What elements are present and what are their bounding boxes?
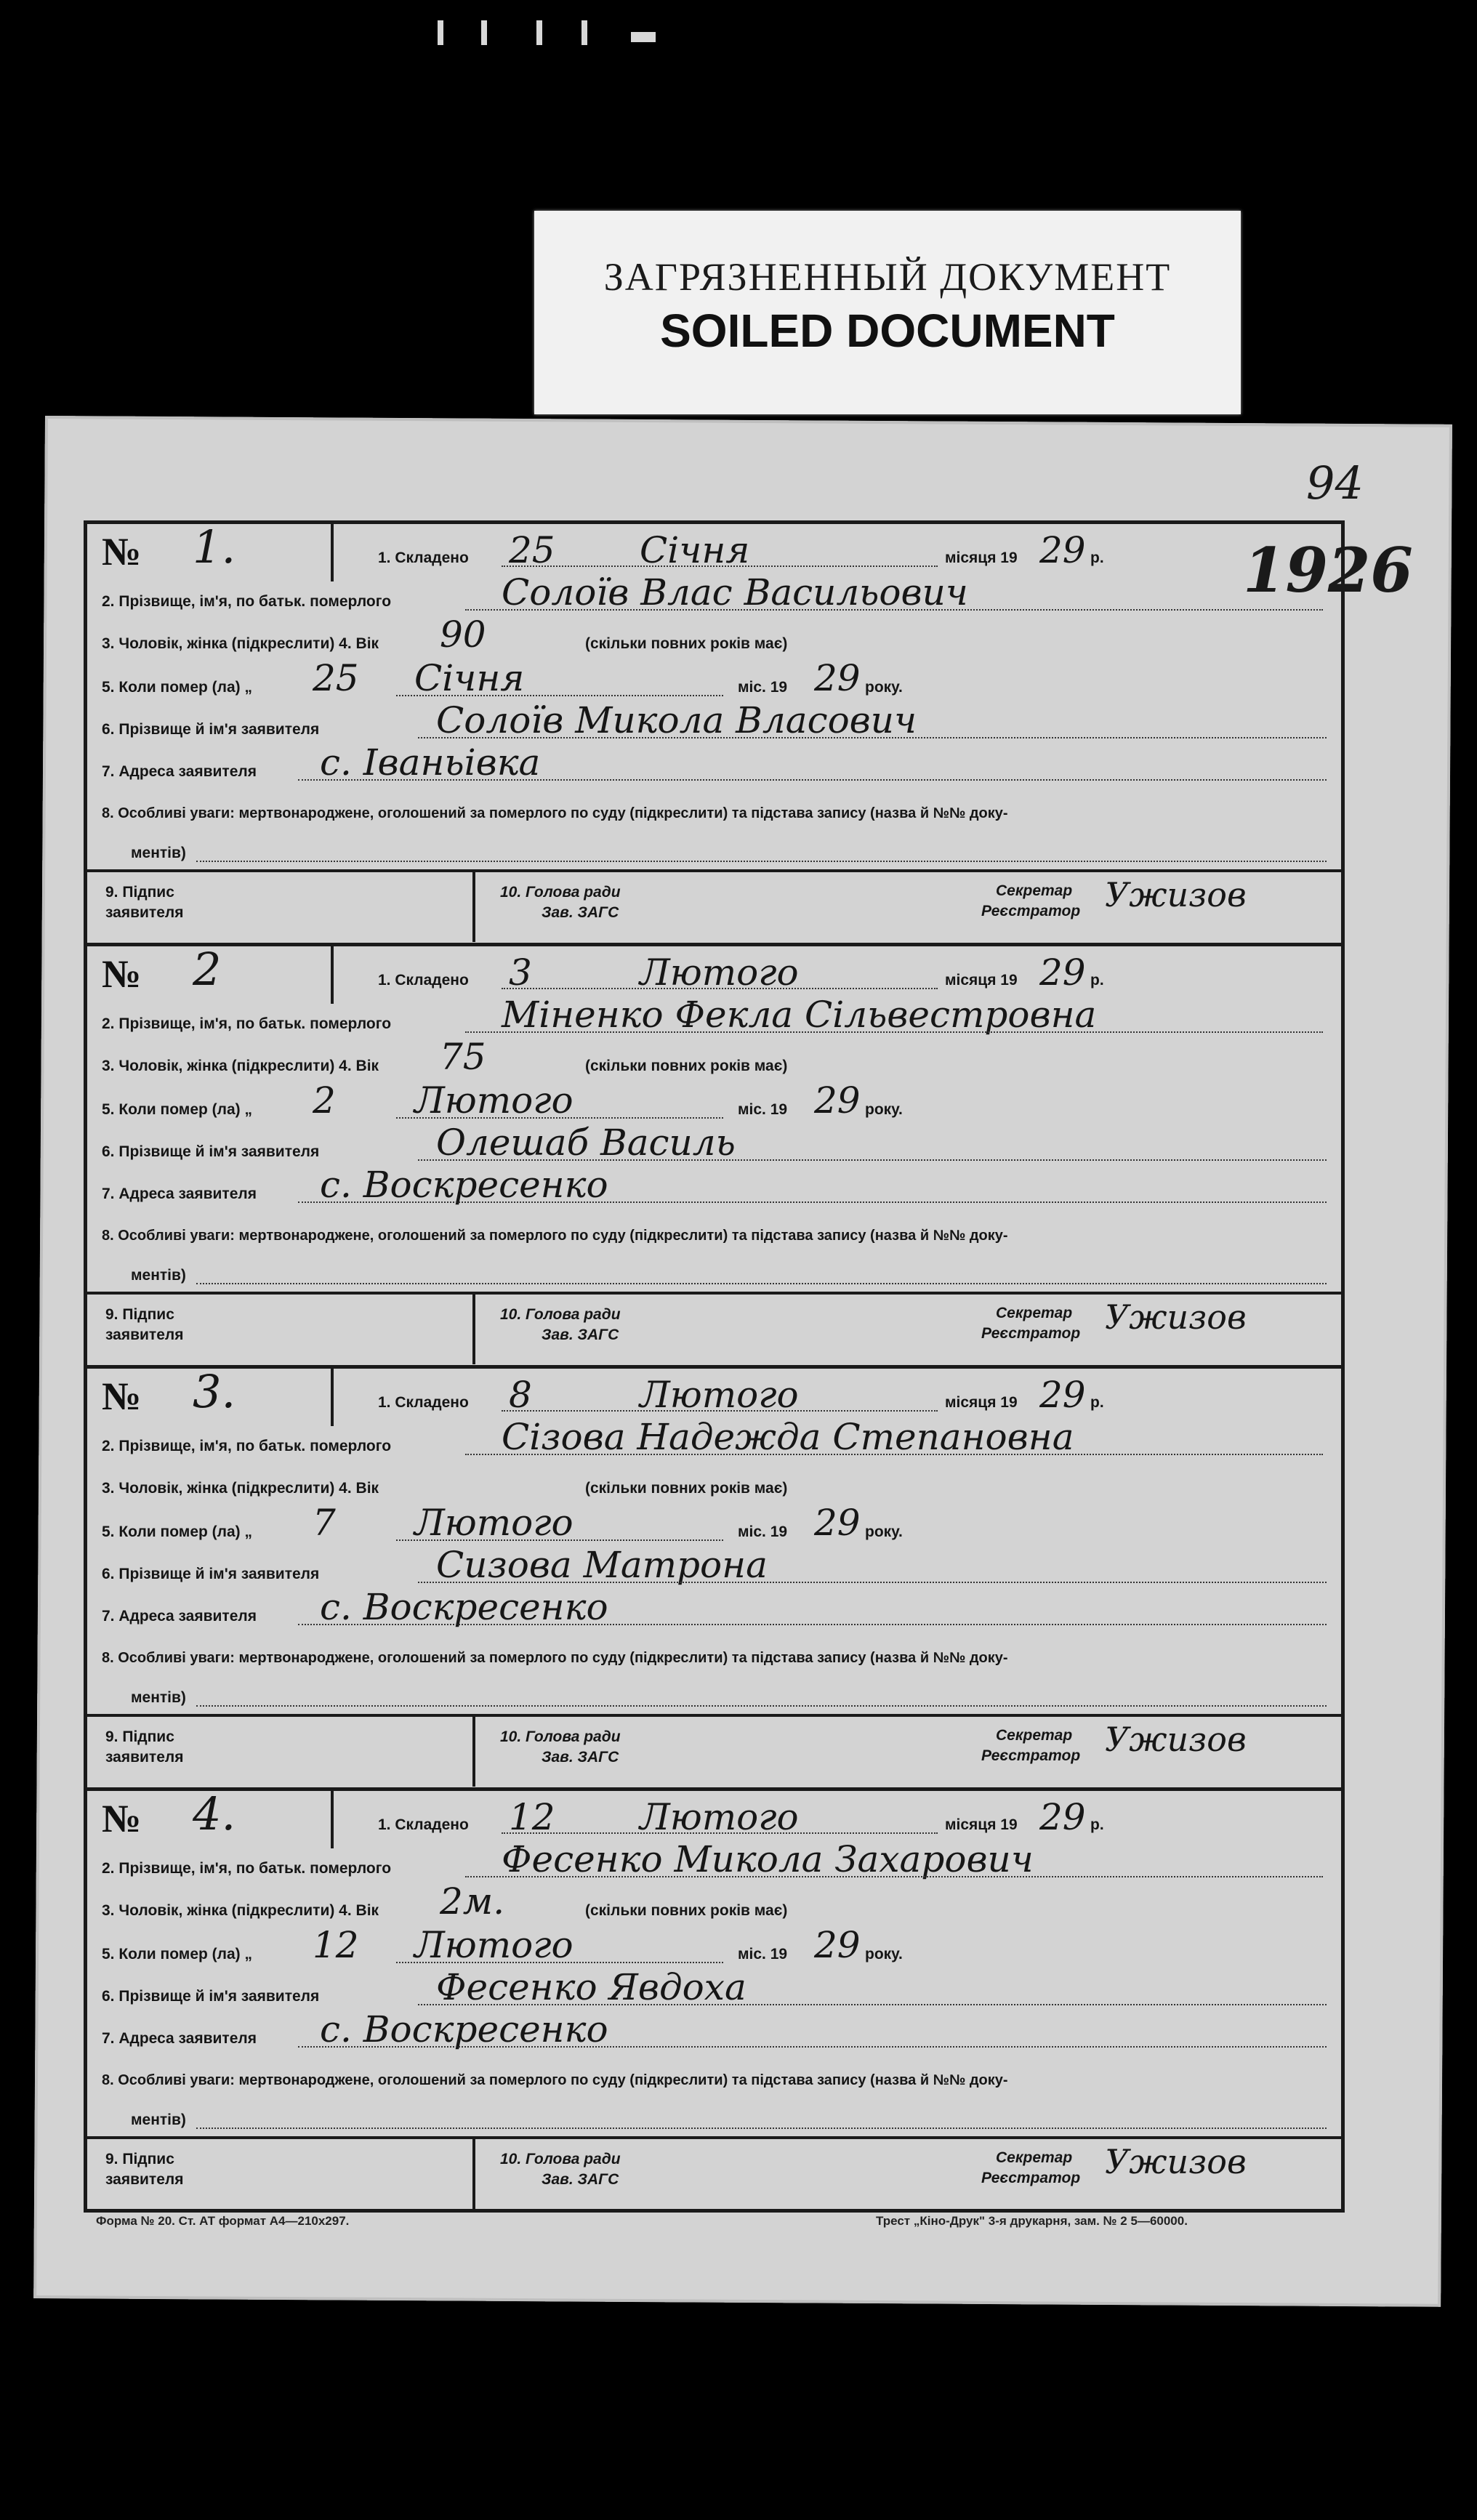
signature-label: 9. Підпис	[105, 1306, 174, 1323]
soiled-document-stamp	[534, 211, 1241, 414]
head-label: 10. Голова ради	[500, 884, 621, 901]
sex-age-label: 3. Чоловік, жінка (підкреслити) 4. Вік	[102, 1480, 379, 1497]
signature-divider	[472, 869, 475, 942]
death-underline	[396, 695, 723, 696]
address-value: с. Іваньівка	[320, 741, 541, 784]
address-label: 7. Адреса заявителя	[102, 1608, 257, 1625]
form-footer-right: Трест „Кіно-Друк" 3-я друкарня, зам. № 2 5—60000.	[876, 2214, 1188, 2228]
head-label: 10. Голова ради	[500, 2151, 621, 2167]
registrar-label: Реєстратор	[981, 903, 1081, 919]
applicant-underline	[418, 1582, 1327, 1583]
registrar-signature: Ужизов	[1105, 1297, 1247, 1337]
death-month: Лютого	[414, 1079, 574, 1122]
registrar-label: Реєстратор	[981, 1325, 1081, 1342]
compiled-label: 1. Складено	[378, 1816, 469, 1833]
compiled-month: Лютого	[640, 1796, 799, 1838]
compiled-month: Лютого	[640, 1374, 799, 1416]
full-years-label: (скільки повних років має)	[585, 1058, 788, 1074]
zags-label: Зав. ЗАГС	[542, 1749, 619, 1766]
death-month: Лютого	[414, 1924, 574, 1966]
applicant-name: Солоїв Микола Власович	[436, 699, 917, 741]
notes-underline	[196, 2127, 1327, 2129]
signature-row-divider	[84, 2136, 1341, 2139]
record-number: 2	[193, 943, 222, 996]
died-label: 5. Коли помер (ла) „	[102, 1101, 253, 1118]
secretary-label: Секретар	[996, 882, 1073, 899]
address-label: 7. Адреса заявителя	[102, 763, 257, 780]
notes-label: 8. Особливі уваги: мертвонароджене, оголошений за померлого по суду (підкреслити) та підстава запису (назва й №№ доку-	[102, 1228, 1008, 1244]
death-month: Січня	[414, 657, 525, 699]
film-mark	[536, 20, 542, 45]
compiled-underline	[502, 1410, 938, 1412]
death-underline	[396, 1962, 723, 1963]
address-label: 7. Адреса заявителя	[102, 2030, 257, 2047]
compiled-day: 25	[509, 529, 555, 571]
death-year: 29	[814, 1502, 861, 1544]
compiled-day: 8	[509, 1374, 532, 1416]
film-mark	[631, 32, 656, 42]
corner-mark: 1926	[1243, 534, 1413, 606]
applicant-signature-label: заявителя	[105, 1749, 184, 1766]
deceased-underline	[465, 1876, 1323, 1877]
notes-underline	[196, 861, 1327, 862]
applicant-label: 6. Прізвище й ім'я заявителя	[102, 721, 320, 738]
compiled-year: 29	[1039, 1374, 1086, 1416]
full-years-label: (скільки повних років має)	[585, 1480, 788, 1497]
compiled-year: 29	[1039, 529, 1086, 571]
year-suffix: р.	[1090, 550, 1104, 566]
address-underline	[298, 2046, 1327, 2048]
applicant-name: Олешаб Василь	[436, 1122, 736, 1164]
notes-continuation: ментів)	[131, 1267, 186, 1284]
compiled-day: 12	[509, 1796, 555, 1838]
month-label: місяця 19	[945, 972, 1018, 989]
compiled-label: 1. Складено	[378, 972, 469, 989]
notes-label: 8. Особливі уваги: мертвонароджене, оголошений за померлого по суду (підкреслити) та підстава запису (назва й №№ доку-	[102, 1650, 1008, 1666]
signature-label: 9. Підпис	[105, 884, 174, 901]
death-underline	[396, 1117, 723, 1119]
film-mark	[438, 20, 443, 45]
died-label: 5. Коли помер (ла) „	[102, 1523, 253, 1540]
notes-label: 8. Особливі уваги: мертвонароджене, оголошений за померлого по суду (підкреслити) та підстава запису (назва й №№ доку-	[102, 805, 1008, 821]
signature-divider	[472, 2136, 475, 2209]
compiled-day: 3	[509, 951, 532, 994]
address-value: с. Воскресенко	[320, 2008, 608, 2050]
secretary-label: Секретар	[996, 1305, 1073, 1321]
death-day: 25	[313, 657, 359, 699]
secretary-label: Секретар	[996, 2149, 1073, 2166]
number-sign: №	[102, 952, 142, 996]
mis-label: міс. 19	[738, 1946, 788, 1963]
compiled-underline	[502, 1832, 938, 1834]
year-suffix: р.	[1090, 972, 1104, 989]
death-day: 2	[313, 1079, 336, 1122]
compiled-underline	[502, 988, 938, 989]
mis-label: міс. 19	[738, 1101, 788, 1118]
year-suffix: р.	[1090, 1394, 1104, 1411]
signature-label: 9. Підпис	[105, 2151, 174, 2167]
death-day: 7	[313, 1502, 336, 1544]
compiled-month: Лютого	[640, 951, 799, 994]
applicant-underline	[418, 1159, 1327, 1161]
age-value: 75	[440, 1036, 486, 1078]
record-number: 3.	[193, 1365, 236, 1418]
notes-label: 8. Особливі уваги: мертвонароджене, оголошений за померлого по суду (підкреслити) та підстава запису (назва й №№ доку-	[102, 2072, 1008, 2088]
rik-label: року.	[865, 1946, 903, 1963]
notes-continuation: ментів)	[131, 845, 186, 861]
applicant-label: 6. Прізвище й ім'я заявителя	[102, 1143, 320, 1160]
sex-age-label: 3. Чоловік, жінка (підкреслити) 4. Вік	[102, 1058, 379, 1074]
notes-underline	[196, 1283, 1327, 1284]
applicant-underline	[418, 737, 1327, 738]
registrar-label: Реєстратор	[981, 1747, 1081, 1764]
signature-divider	[472, 1714, 475, 1787]
page-number: 94	[1306, 456, 1364, 510]
notes-underline	[196, 1705, 1327, 1707]
signature-divider	[472, 1292, 475, 1364]
zags-label: Зав. ЗАГС	[542, 904, 619, 921]
applicant-signature-label: заявителя	[105, 2171, 184, 2188]
zags-label: Зав. ЗАГС	[542, 1327, 619, 1343]
applicant-name: Фесенко Явдоха	[436, 1966, 746, 2008]
month-label: місяця 19	[945, 550, 1018, 566]
full-years-label: (скільки повних років має)	[585, 635, 788, 652]
deceased-label: 2. Прізвище, ім'я, по батьк. померлого	[102, 1015, 392, 1032]
applicant-signature-label: заявителя	[105, 904, 184, 921]
deceased-label: 2. Прізвище, ім'я, по батьк. померлого	[102, 1860, 392, 1877]
mis-label: міс. 19	[738, 1523, 788, 1540]
month-label: місяця 19	[945, 1394, 1018, 1411]
form-footer-left: Форма № 20. Ст. АТ формат А4—210х297.	[96, 2214, 350, 2228]
death-month: Лютого	[414, 1502, 574, 1544]
compiled-underline	[502, 565, 938, 567]
full-years-label: (скільки повних років має)	[585, 1902, 788, 1919]
signature-row-divider	[84, 869, 1341, 872]
age-value: 2м.	[440, 1880, 505, 1923]
record-number: 4.	[193, 1787, 236, 1840]
stamp-russian-text: ЗАГРЯЗНЕННЫЙ ДОКУМЕНТ	[603, 255, 1172, 299]
address-underline	[298, 1201, 1327, 1203]
deceased-label: 2. Прізвище, ім'я, по батьк. померлого	[102, 593, 392, 610]
rik-label: року.	[865, 1523, 903, 1540]
secretary-label: Секретар	[996, 1727, 1073, 1744]
applicant-label: 6. Прізвище й ім'я заявителя	[102, 1566, 320, 1582]
compiled-year: 29	[1039, 1796, 1086, 1838]
deceased-name: Міненко Фекла Сільвестровна	[502, 994, 1097, 1036]
head-label: 10. Голова ради	[500, 1728, 621, 1745]
film-mark	[581, 20, 587, 45]
address-value: с. Воскресенко	[320, 1164, 608, 1206]
deceased-name: Сізова Надежда Степановна	[502, 1416, 1074, 1458]
signature-label: 9. Підпис	[105, 1728, 174, 1745]
notes-continuation: ментів)	[131, 1689, 186, 1706]
number-sign: №	[102, 530, 142, 573]
notes-continuation: ментів)	[131, 2112, 186, 2128]
registrar-signature: Ужизов	[1105, 875, 1247, 914]
death-underline	[396, 1539, 723, 1541]
deceased-underline	[465, 1031, 1323, 1033]
address-value: с. Воскресенко	[320, 1586, 608, 1628]
compiled-year: 29	[1039, 951, 1086, 994]
deceased-underline	[465, 1454, 1323, 1455]
deceased-underline	[465, 609, 1323, 611]
died-label: 5. Коли помер (ла) „	[102, 679, 253, 696]
rik-label: року.	[865, 1101, 903, 1118]
death-year: 29	[814, 657, 861, 699]
head-label: 10. Голова ради	[500, 1306, 621, 1323]
deceased-label: 2. Прізвище, ім'я, по батьк. померлого	[102, 1438, 392, 1454]
film-mark	[481, 20, 487, 45]
died-label: 5. Коли помер (ла) „	[102, 1946, 253, 1963]
death-day: 12	[313, 1924, 359, 1966]
applicant-name: Сизова Матрона	[436, 1544, 768, 1586]
compiled-month: Січня	[640, 529, 750, 571]
registrar-label: Реєстратор	[981, 2170, 1081, 2186]
applicant-signature-label: заявителя	[105, 1327, 184, 1343]
registrar-signature: Ужизов	[1105, 1720, 1247, 1759]
record-number: 1.	[193, 520, 236, 573]
compiled-label: 1. Складено	[378, 550, 469, 566]
age-value: 90	[440, 613, 486, 656]
mis-label: міс. 19	[738, 679, 788, 696]
sex-age-label: 3. Чоловік, жінка (підкреслити) 4. Вік	[102, 635, 379, 652]
applicant-underline	[418, 2004, 1327, 2005]
stamp-english-text: SOILED DOCUMENT	[660, 305, 1115, 357]
address-underline	[298, 779, 1327, 781]
death-year: 29	[814, 1924, 861, 1966]
zags-label: Зав. ЗАГС	[542, 2171, 619, 2188]
signature-row-divider	[84, 1714, 1341, 1717]
address-label: 7. Адреса заявителя	[102, 1185, 257, 1202]
rik-label: року.	[865, 679, 903, 696]
number-sign: №	[102, 1797, 142, 1840]
sex-age-label: 3. Чоловік, жінка (підкреслити) 4. Вік	[102, 1902, 379, 1919]
registrar-signature: Ужизов	[1105, 2142, 1247, 2181]
applicant-label: 6. Прізвище й ім'я заявителя	[102, 1988, 320, 2005]
deceased-name: Фесенко Микола Захарович	[502, 1838, 1034, 1880]
signature-row-divider	[84, 1292, 1341, 1295]
month-label: місяця 19	[945, 1816, 1018, 1833]
address-underline	[298, 1624, 1327, 1625]
compiled-label: 1. Складено	[378, 1394, 469, 1411]
year-suffix: р.	[1090, 1816, 1104, 1833]
deceased-name: Солоїв Влас Васильович	[502, 571, 968, 613]
death-year: 29	[814, 1079, 861, 1122]
number-sign: №	[102, 1374, 142, 1418]
